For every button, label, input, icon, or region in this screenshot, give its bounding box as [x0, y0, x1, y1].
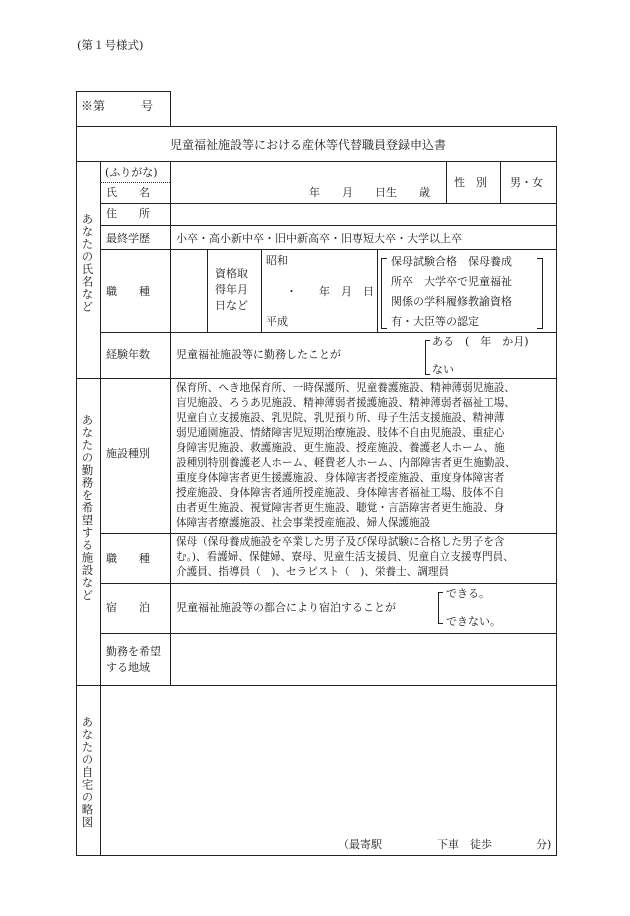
section-personal-label: あなたの氏名など	[80, 213, 95, 313]
experience-label: 経験年数	[106, 348, 150, 361]
facility-line-2: 盲児施設、ろうあ児施設、精神薄弱者援護施設、精神薄弱者福祉工場、	[176, 397, 515, 409]
work-job-line-3: 介護員、指導員（ )、セラピスト（ )、栄養士、調理員	[176, 566, 450, 578]
facility-line-9: 由者更生施設、視覚障害者更生施設、聴覚・言語障害者更生施設、身	[176, 502, 505, 514]
birthdate-field[interactable]: 年 月 日生 歳	[309, 186, 430, 199]
qualification-type-3: 関係の学科履修教諭資格	[391, 295, 512, 308]
lodging-no-option[interactable]: できない。	[446, 615, 501, 628]
facility-line-10: 体障害者療護施設、社会事業授産施設、婦人保護施設	[176, 517, 431, 529]
area-label-1: 勤務を希望	[106, 645, 161, 658]
facility-line-4: 弱児通園施設、情緒障害児短期治療施設、肢体不自由児施設、重症心	[176, 427, 505, 439]
qualification-date-label-1: 資格取	[215, 267, 248, 280]
job-label: 職 種	[106, 285, 150, 298]
address-label: 住 所	[106, 207, 150, 220]
form-title: 児童福祉施設等における産休等代替職員登録申込書	[170, 138, 447, 152]
facility-type-label: 施設種別	[106, 447, 150, 460]
desired-area-field[interactable]	[171, 634, 556, 685]
lodging-text: 児童福祉施設等の都合により宿泊することが	[176, 601, 396, 614]
work-job-label: 職 種	[106, 552, 150, 565]
era-heisei: 平成	[266, 315, 288, 328]
section-map-label: あなたの自宅の略図	[80, 716, 95, 829]
facility-line-8: 授産施設、身体障害者通所授産施設、身体障害者福祉工場、肢体不自	[176, 487, 505, 499]
nearest-station-text[interactable]: （最寄駅 下車 徒歩 分)	[338, 838, 552, 851]
experience-text: 児童福祉施設等に勤務したことが	[176, 348, 341, 361]
area-label-2: する地域	[106, 661, 150, 674]
lodging-yes-option[interactable]: できる。	[446, 587, 490, 600]
work-job-line-2: む。)、看護婦、保健婦、寮母、児童生活支援員、児童自立支援専門員、	[176, 551, 514, 563]
education-label: 最終学歴	[106, 232, 150, 245]
sex-options[interactable]: 男・女	[510, 176, 543, 189]
experience-yes-option[interactable]: ある ( 年 か月)	[432, 335, 529, 348]
qualification-date-label-2: 得年月	[215, 283, 248, 296]
facility-line-6: 設種別特別養護老人ホーム、軽費老人ホーム、内部障害者更生施勤設、	[176, 457, 516, 469]
qualification-type-1: 保母試験合格 保母養成	[391, 255, 512, 268]
lodging-label: 宿 泊	[106, 601, 150, 614]
receipt-number-label: ※第 号	[81, 99, 154, 113]
sex-label: 性 別	[454, 176, 487, 189]
facility-line-3: 児童自立支援施設、乳児院、乳児預り所、母子生活支援施設、精神薄	[176, 412, 505, 424]
education-options[interactable]: 小卒・高小新中卒・旧中新高卒・旧専短大卒・大学以上卒	[176, 232, 462, 245]
home-map-area[interactable]	[101, 686, 556, 836]
qualification-type-4: 有・大臣等の認定	[391, 315, 479, 328]
facility-line-5: 身障害児施設、救護施設、更生施設、授産施設、養護老人ホーム、施	[176, 442, 505, 454]
experience-no-option[interactable]: ない	[432, 363, 454, 376]
facility-line-1: 保育所、へき地保育所、一時保護所、児童養護施設、精神薄弱児施設、	[176, 382, 515, 394]
qualification-type-2: 所卒 大学卒で児童福祉	[391, 275, 512, 288]
form-number: (第１号様式)	[77, 38, 144, 52]
work-job-line-1: 保母（保母養成施設を卒業した男子及び保母試験に合格した男子を含	[176, 536, 505, 548]
furigana-label: (ふりがな)	[105, 166, 158, 179]
facility-line-7: 重度身体障害者更生援護施設、身体障害者授産施設、重度身体障害者	[176, 472, 505, 484]
era-showa: 昭和	[266, 254, 288, 267]
qualification-date-field[interactable]: ・ 年 月 日	[286, 285, 374, 298]
qualification-date-label-3: 日など	[215, 299, 248, 312]
section-work-label: あなたの勤務を希望する施設など	[80, 414, 95, 602]
name-label: 氏 名	[106, 186, 150, 199]
